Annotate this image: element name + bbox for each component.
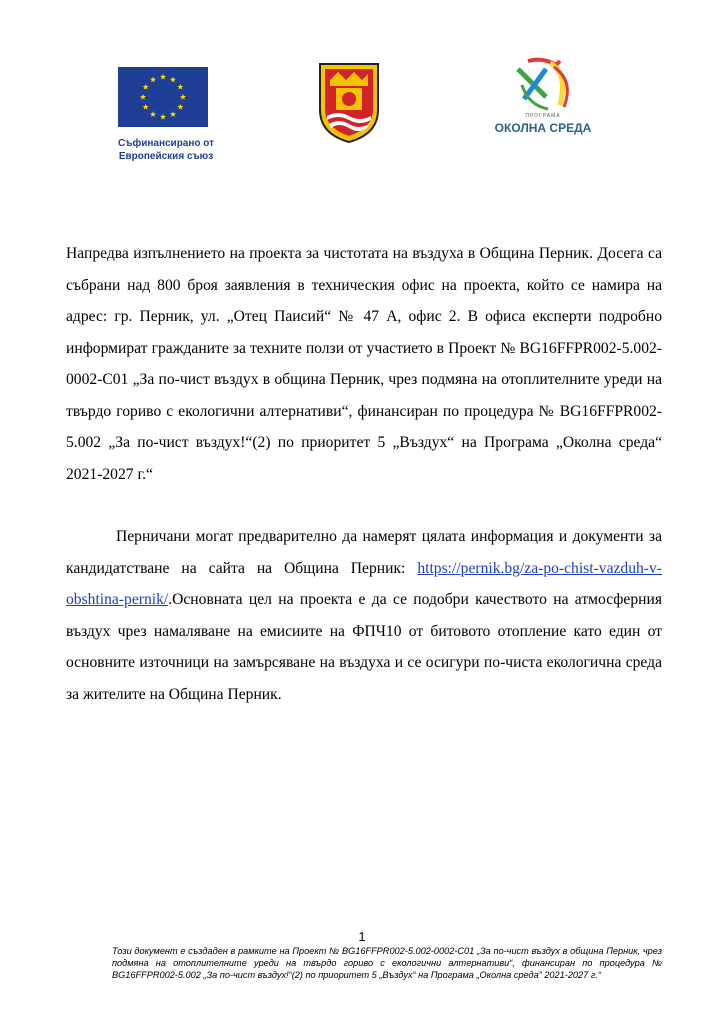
document-body	[66, 238, 662, 710]
program-name-label: ОКОЛНА СРЕДА	[494, 121, 592, 135]
eu-star-icon	[140, 94, 146, 100]
logo-header	[0, 55, 724, 165]
eu-stars-icon	[118, 67, 208, 127]
pernik-coat-of-arms-icon	[318, 60, 380, 144]
program-small-label: ПРОГРАМА	[525, 113, 561, 119]
eu-flag-icon	[118, 67, 208, 127]
footer-disclaimer	[66, 945, 662, 981]
eu-star-icon	[180, 94, 186, 100]
eu-star-icon	[160, 74, 166, 80]
paragraph-2	[66, 521, 662, 710]
paragraph-2-start: Перничани могат предварително да намерят цялата информация и документи за кандидатстване на сайта на Община Перник:	[66, 528, 662, 577]
eu-caption-line1: Съфинансирано от	[117, 138, 215, 149]
eu-star-icon	[150, 76, 156, 82]
environment-program-emblem-icon	[488, 55, 598, 115]
environment-program-logo	[488, 55, 598, 145]
eu-star-icon	[150, 111, 156, 117]
project-website-link[interactable]: https://pernik.bg/za-po-chist-vazduh-v-obshtina-pernik/	[66, 559, 662, 608]
paragraph-2-end: .Основната цел на проекта е да се подобри качеството на атмосферния въздух чрез намаляване на емисиите на ФПЧ10 от битовото отопление като един от основните източници на замърсяване на въздуха и се осигури по-чиста екологична среда за жителите на Община Перник.	[66, 591, 662, 703]
eu-star-icon	[177, 104, 183, 110]
eu-star-icon	[177, 84, 183, 90]
eu-star-icon	[170, 111, 176, 117]
eu-star-icon	[143, 104, 149, 110]
page-number: 1	[358, 929, 366, 944]
eu-cofunded-logo	[111, 67, 217, 163]
eu-star-icon	[170, 76, 176, 82]
eu-star-icon	[143, 84, 149, 90]
eu-star-icon	[160, 114, 166, 120]
paragraph-1: Напредва изпълнението на проекта за чистотата на въздуха в Община Перник. Досега са събрани над 800 броя заявления в техническия офис на проекта, който се намира на адрес: гр. Перник, ул. „Отец Паисий“ № 47 А, офис 2. В офиса експерти подробно информират гражданите за техните ползи от участието в Проект № BG16FFPR002-5.002-0002-C01 „За по-чист въздух в община Перник, чрез подмяна на отоплителните уреди на твърдо гориво с екологични алтернативи“, финансиран по процедура № BG16FFPR002-5.002 „За по-чист въздух!“(2) по приоритет 5 „Въздух“ на Програма „Околна среда“ 2021-2027 г.“	[66, 245, 662, 483]
footer-text: Този документ е създаден в рамките на Проект № BG16FFPR002-5.002-0002-C01 „За по-чист въздух в община Перник, чрез подмяна на отоплителните уреди на твърдо гориво с екологични алтернативи“, финансиран по процедура № BG16FFPR002-5.002 „За по-чист въздух!“(2) по приоритет 5 „Въздух“ на Програма „Околна среда“ 2021-2027 г.“	[112, 946, 662, 980]
eu-caption-line2: Европейския съюз	[118, 151, 214, 162]
